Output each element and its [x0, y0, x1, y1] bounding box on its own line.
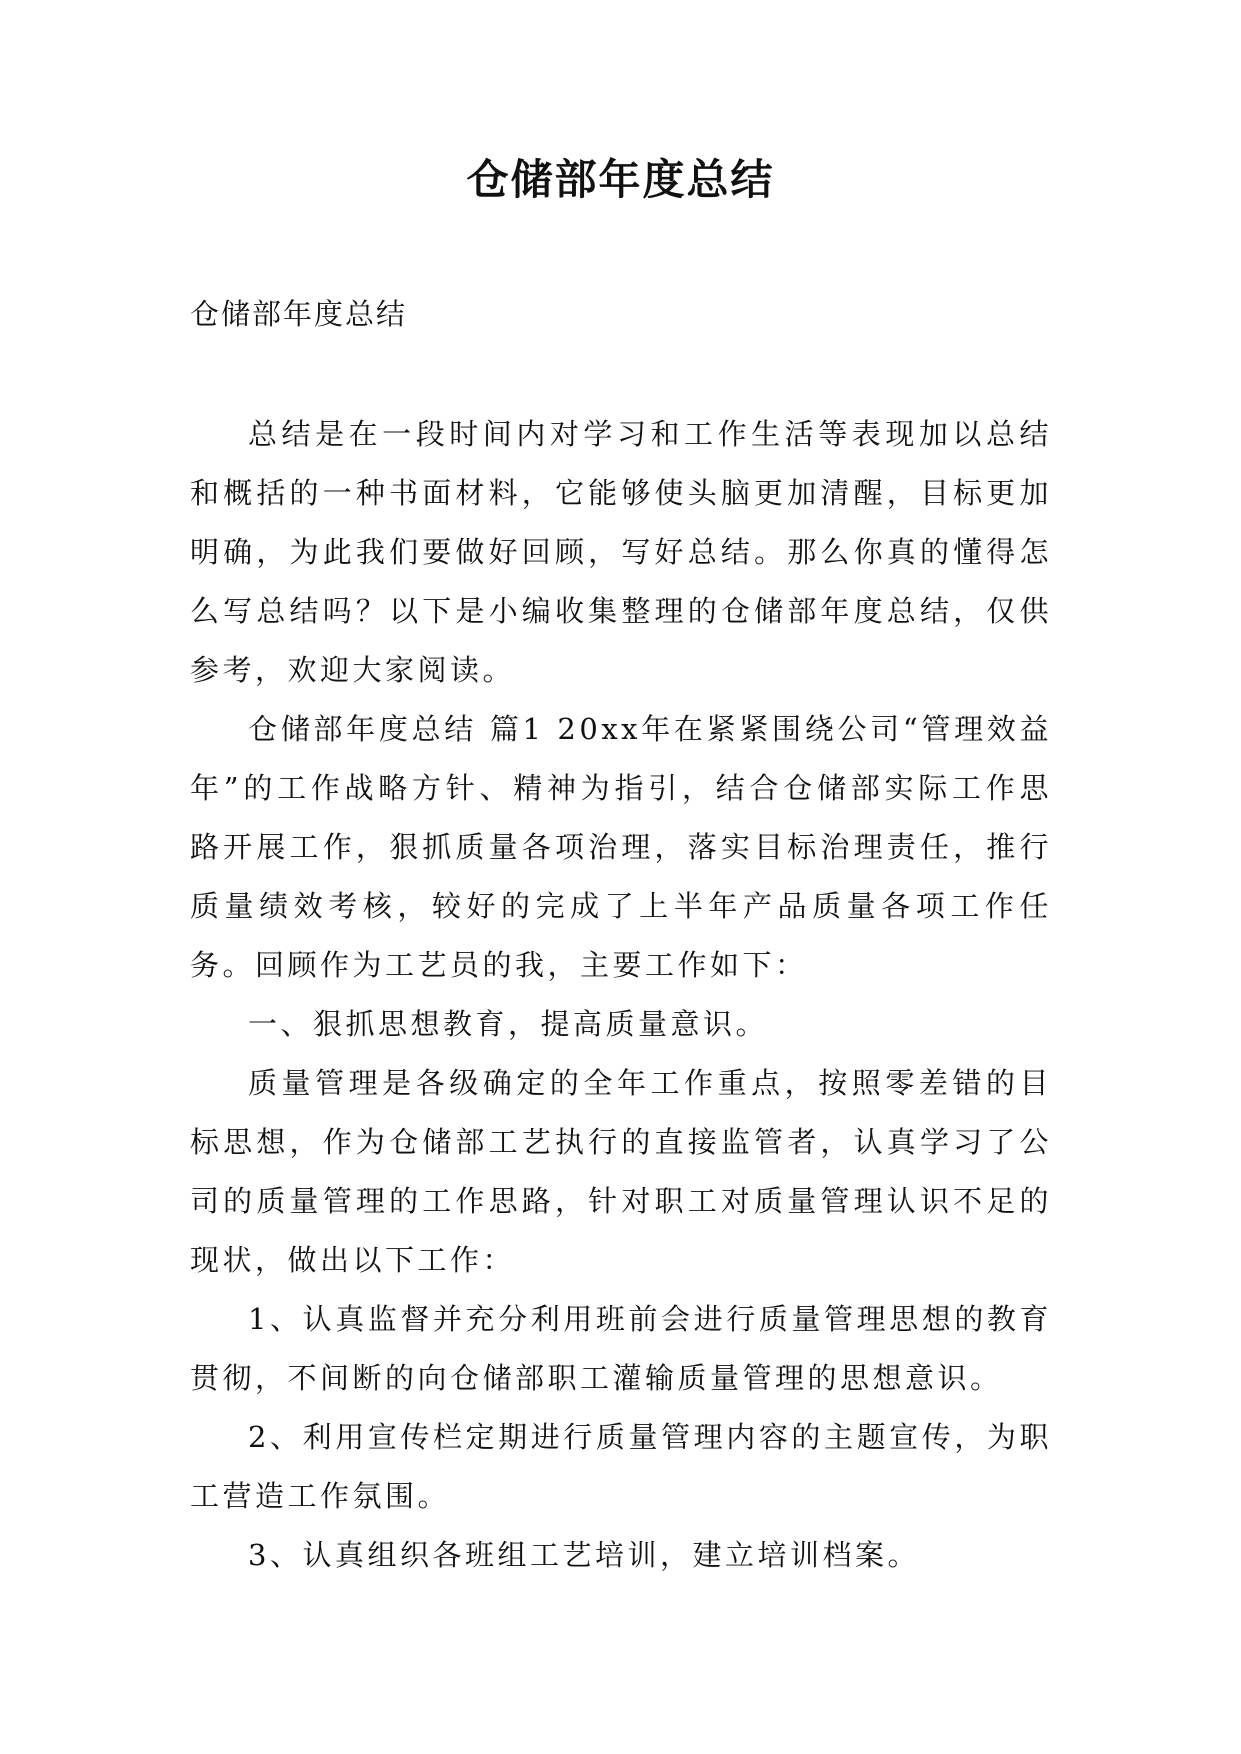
paragraph-part-1: 仓储部年度总结 篇1 20xx年在紧紧围绕公司“管理效益年”的工作战略方针、精神为指引，结合仓储部实际工作思路开展工作，狠抓质量各项治理，落实目标治理责任，推行质量绩效考核，较好的完成了上半年产品质量各项工作任务。回顾作为工艺员的我，主要工作如下：: [190, 712, 1052, 982]
paragraph-heading-1: 一、狠抓思想教育，提高质量意识。: [248, 1007, 769, 1041]
document-subtitle: 仓储部年度总结: [190, 297, 408, 331]
paragraph-item-2: 2、利用宣传栏定期进行质量管理内容的主题宣传，为职工营造工作氛围。: [190, 1420, 1052, 1513]
paragraph-quality-management: 质量管理是各级确定的全年工作重点，按照零差错的目标思想，作为仓储部工艺执行的直接监管者，认真学习了公司的质量管理的工作思路，针对职工对质量管理认识不足的现状，做出以下工作：: [190, 1066, 1052, 1277]
paragraph-item-1: 1、认真监督并充分利用班前会进行质量管理思想的教育贯彻，不间断的向仓储部职工灌输质量管理的思想意识。: [190, 1302, 1052, 1395]
document-body: [190, 405, 1052, 1585]
paragraph-item-3: 3、认真组织各班组工艺培训，建立培训档案。: [248, 1538, 920, 1572]
document-title: 仓储部年度总结: [466, 155, 775, 204]
paragraph-intro: 总结是在一段时间内对学习和工作生活等表现加以总结和概括的一种书面材料，它能够使头脑更加清醒，目标更加明确，为此我们要做好回顾，写好总结。那么你真的懂得怎么写总结吗？以下是小编收集整理的仓储部年度总结，仅供参考，欢迎大家阅读。: [190, 417, 1052, 687]
